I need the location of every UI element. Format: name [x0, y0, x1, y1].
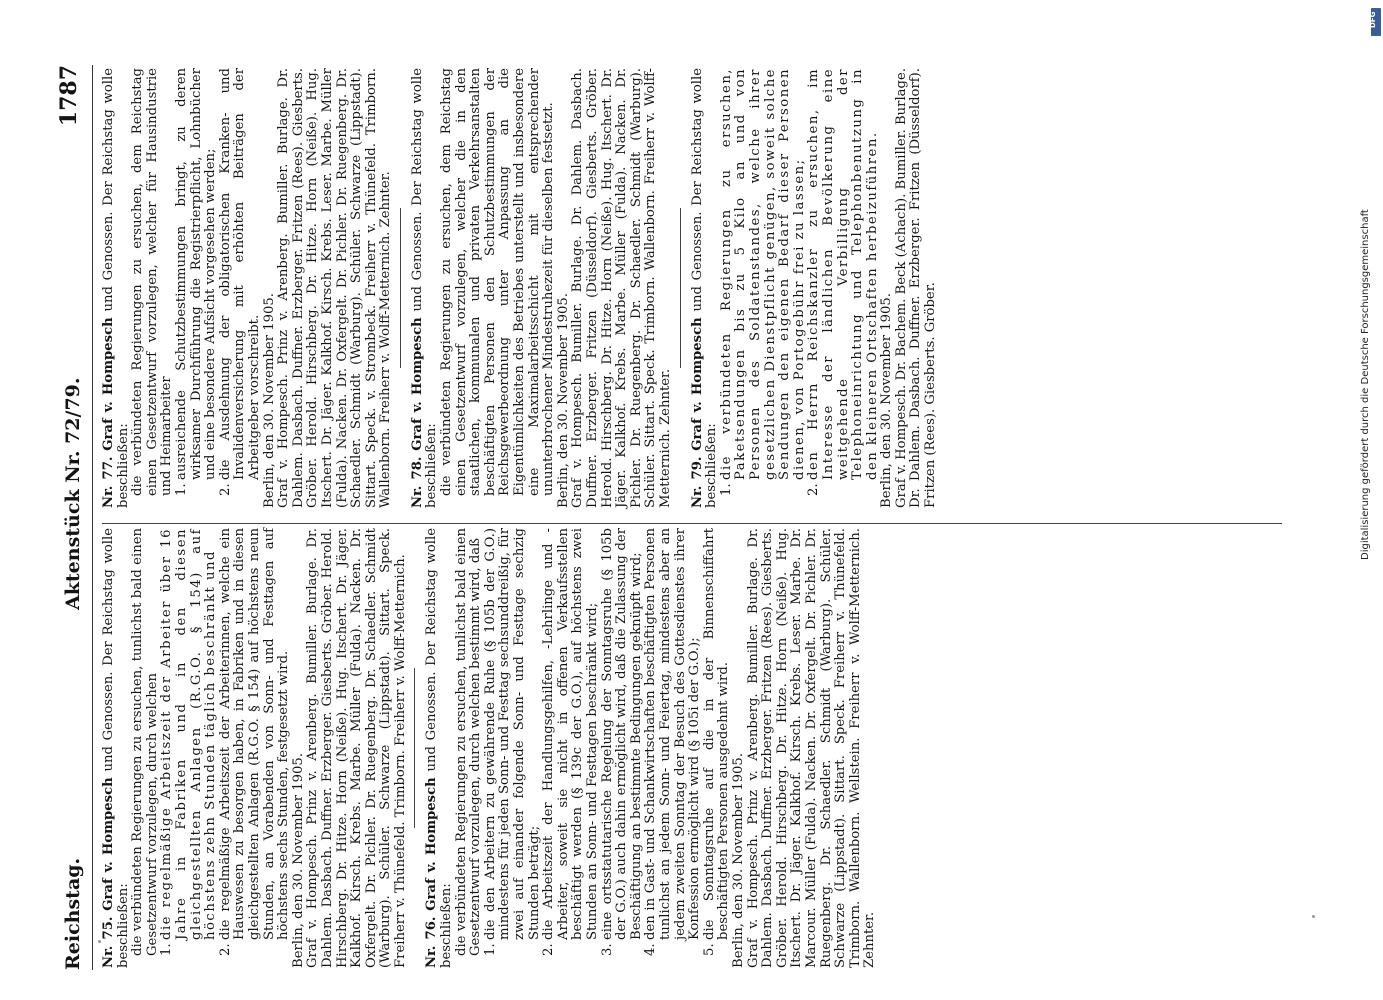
- motion-item: 1. ausreichende Schutzbestimmungen bringt, zu deren wirksamer Durchführung die Registrierpflicht, Lohnbücher und eine besondere Aufsicht vorgesehen werden;: [173, 68, 219, 496]
- dfg-logo: [1371, 8, 1381, 36]
- motion-item: 2. die regelmäßige Arbeitszeit der Arbeiterinnen, welche ein Hauswesen zu besorgen haben, in Fabriken und in diesen gleichgestellten Anlagen (R.G.O. § 154) auf höchstens neun Stunden, an Vorabenden von Sonn- und Festtagen auf höchstens sechs Stunden, festgesetzt wird.: [217, 528, 292, 956]
- scan-speck: [1312, 915, 1315, 918]
- motion-number: Nr. 77.: [101, 456, 116, 508]
- motion-item: 2. die Arbeitszeit der Handlungsgehilfen, -Lehrlinge und -Arbeiter, soweit sie nicht in offenen Verkaufsstellen beschäftigt werden (§ 139c der G.O.), auf höchstens zwei Stunden an Sonn- und Festtagen beschränkt wird;: [541, 528, 600, 956]
- motion-date: Berlin, den 30. November 1905.: [261, 293, 277, 508]
- motion-item: 3. eine ortsstatutarische Regelung der Sonntagsruhe (§ 105b der G.O.) auch dahin ermöglicht wird, daß die Zulassung der Beschäftigung an bestimmte Bedingungen geknüpft wird;: [599, 528, 644, 956]
- motion-date: Berlin, den 30. November 1905.: [730, 753, 746, 968]
- motion-mover: Graf v. Hompesch: [101, 777, 116, 911]
- motion-signers: Graf v. Hompesch. Prinz v. Arenberg. Bumiller. Burlage. Dr. Dahlem. Dasbach. Duffner. Erzberger. Giesberts. Gröber. Herold. Hirschberg. Dr. Hitze. Horn (Neiße). Hug. Itschert. Dr. Jäger. Kalkhof. Kirsch. Krebs. Marbe. Müller (Fulda). Nacken. Dr. Oxfergelt. Dr. Pichler. Dr. Ruegenberg. Dr. Schaedler. Schmidt (Warburg). Schüler. Schwarze (Lippstadt). Sittart. Speck. Freiherr v. Thünefeld. Trimborn. Freiherr v. Wolff-Metternich.: [305, 528, 408, 968]
- header-reichstag: Reichstag.: [62, 857, 84, 970]
- motion-mover: Graf v. Hompesch: [424, 777, 440, 911]
- motion-item: 4. den in Gast- und Schankwirtschaften beschäftigten Personen tunlichst an jedem Sonn- und Feiertag, mindestens aber an jedem zweiten Sonntag der Besuch des Gottesdienstes ihrer Konfession ermöglicht wird (§ 105i der G.O.);: [643, 528, 703, 956]
- motion-signers: Graf v. Hompesch. Dr. Bachem. Beck (Achach). Bumiller. Burlage. Dr. Dahlem. Dasbach. Duffner. Erzberger. Fritzen (Düsseldorf). Fritzen (Rees). Giesberts. Gröber.: [893, 68, 939, 508]
- motion-signers: Graf v. Hompesch. Prinz v. Arenberg. Bumiller. Burlage. Dr. Dahlem. Dasbach. Duffner. Erzberger. Fritzen (Rees). Giesberts. Gröber. Herold. Hirschberg. Dr. Hitze. Horn (Neiße). Hug. Itschert. Dr. Jäger. Kalkhof. Kirsch. Krebs. Leser. Marbe. Dr. Marcour. Müller (Fulda). Nacken. Dr. Oxfergelt. Dr. Pichler. Dr. Ruegenberg. Dr. Schaedler. Schmidt (Warburg). Schüler. Schwarze (Lippstadt). Sittart. Speck. Freiherr v. Thünefeld. Trimborn. Wallenborn. Wellstein. Freiherr v. Wolff-Metternich. Zehnter.: [745, 528, 878, 968]
- motion-mover: Graf v. Hompesch: [409, 317, 425, 451]
- motion-76: [425, 528, 877, 968]
- rotated-page: [40, 40, 1340, 990]
- motion-date: Berlin, den 30. November 1905.: [555, 293, 571, 508]
- motion-intro: und Genossen. Der Reichstag wolle beschließen:: [689, 68, 720, 508]
- motion-79: [691, 68, 939, 508]
- motion-mover: Graf v. Hompesch: [689, 317, 705, 451]
- separator-line: [414, 668, 415, 828]
- motion-item: 1. die den Arbeitern zu gewährende Ruhe (§ 105b der G.O.) mindestens für jeden Sonn- und Festtag sechsunddreißig, für zwei auf einander folgende Sonn- und Festtage sechzig Stunden beträgt;: [482, 528, 542, 956]
- motion-item: 1. die regelmäßige Arbeitszeit der Arbeiter über 16 Jahre in Fabriken und in den diesen gleichgestellten Anlagen (R.G.O. § 154) auf höchstens zehn Stunden täglich beschränkt und: [159, 528, 219, 956]
- motion-number: Nr. 79.: [689, 456, 705, 508]
- page-header: [56, 65, 93, 970]
- motion-lead: die verbündeten Regierungen zu ersuchen, dem Reichstag einen Gesetzentwurf vorzulegen, welcher für Hausindustrie und Heimarbeiter: [130, 68, 175, 496]
- motion-lead: die verbündeten Regierungen zu ersuchen, tunlichst bald einen Gesetzentwurf vorzulegen, durch welchen: [130, 528, 160, 956]
- separator-line: [680, 208, 681, 368]
- motion-signers: Graf v. Hompesch. Prinz v. Arenberg. Bumiller. Burlage. Dr. Dahlem. Dasbach. Duffner. Erzberger. Fritzen (Rees). Giesberts. Gröber. Herold. Hirschberg. Dr. Hitze. Horn (Neiße). Hug. Itschert. Dr. Jäger. Kalkhof. Kirsch. Krebs. Leser. Marbe. Müller (Fulda). Nacken. Dr. Oxfergelt. Dr. Pichler. Dr. Ruegenberg. Dr. Schaedler. Schmidt (Warburg). Schüler. Schwarze (Lippstadt). Sittart. Speck. v. Strombeck. Freiherr v. Thünefeld. Trimborn. Wallenborn. Freiherr v. Wolff-Metternich. Zehnter.: [276, 68, 394, 508]
- page-number: 1787: [56, 65, 82, 127]
- motion-lead: die verbündeten Regierungen zu ersuchen, dem Reichstag einen Gesetzentwurf vorzulegen, welcher die in den staatlichen, kommunalen und privaten Verkehrsanstalten beschäftigten Personen den Schutzbestimmungen der Reichsgewerbeordnung unter Anpassung an die Eigentümlichkeiten des Betriebes unterstellt und insbesondere eine Maximalarbeitsschicht mit entsprechender ununterbrochener Mindestruhezeit für dieselben festsetzt.: [439, 68, 557, 496]
- motion-item: 5. die Sonntagsruhe auf die in der Binnenschiffahrt beschäftigten Personen ausgedehnt wird.: [701, 528, 732, 956]
- motion-77: [102, 68, 401, 508]
- header-aktenstueck: Aktenstück Nr. 72/79.: [62, 377, 84, 610]
- motion-items: [720, 68, 881, 508]
- motion-intro: und Genossen. Der Reichstag wolle beschließen:: [101, 528, 131, 968]
- motion-item: 1. die verbündeten Regierungen zu ersuchen, Paketsendungen bis zu 5 Kilo an und von Personen des Soldatenstandes, welche ihrer gesetzlichen Dienstpflicht genügen, soweit solche Sendungen den eigenen Bedarf dieser Personen dienen, von Portogebühr frei zu lassen;: [718, 68, 807, 496]
- motion-item: 2. den Herrn Reichskanzler zu ersuchen, im Interesse der ländlichen Bevölkerung eine weitgehende Verbilligung der Telephoneinrichtung und Telephonbenutzung in den kleineren Ortschaften herbeizuführen.: [806, 68, 880, 496]
- motion-number: Nr. 78.: [409, 456, 425, 508]
- digitization-credit: Digitalisierung gefördert durch die Deutsche Forschungsgemeinschaft: [1360, 209, 1371, 560]
- motion-items: [175, 68, 263, 508]
- column-divider: [102, 523, 1282, 524]
- motion-intro: und Genossen. Der Reichstag wolle beschließen:: [101, 68, 131, 508]
- motion-lead: die verbündeten Regierungen zu ersuchen, tunlichst bald einen Gesetzentwurf vorzulegen, durch welchen bestimmt wird, daß: [453, 528, 484, 956]
- motion-date: Berlin, den 30. November 1905.: [290, 753, 306, 968]
- motion-78: [411, 68, 681, 508]
- motion-number: Nr. 76.: [424, 916, 440, 968]
- motion-intro: und Genossen. Der Reichstag wolle beschließen:: [409, 68, 440, 508]
- motion-mover: Graf v. Hompesch: [101, 317, 116, 451]
- motion-item: 2. die Ausdehnung der obligatorischen Kranken- und Invalidenversicherung mit erhöhten Beiträgen der Arbeitgeber vorschreibt.: [217, 68, 262, 496]
- motion-items: [160, 528, 291, 968]
- motion-intro: und Genossen. Der Reichstag wolle beschließen:: [424, 528, 455, 968]
- motion-date: Berlin, den 30. November 1905.: [879, 293, 895, 508]
- scan-speck: [98, 940, 101, 943]
- left-column: [102, 528, 888, 968]
- motion-number: Nr. 75.: [101, 916, 116, 968]
- right-column: [102, 68, 949, 508]
- motion-items: [484, 528, 732, 968]
- separator-line: [400, 208, 401, 368]
- dfg-logo-label: DFG: [1369, 11, 1377, 28]
- motion-signers: Graf v. Hompesch. Bumiller. Burlage. Dr. Dahlem. Dasbach. Duffner. Erzberger. Fritzen (Düsseldorf). Giesberts. Gröber. Herold. Hirschberg. Dr. Hitze. Horn (Neiße). Hug. Itschert. Dr. Jäger. Kalkhof. Krebs. Marbe. Müller (Fulda). Nacken. Dr. Pichler. Dr. Ruegenberg. Dr. Schaedler. Schmidt (Warburg). Schüler. Sittart. Speck. Trimborn. Wallenborn. Freiherr v. Wolff-Metternich. Zehnter.: [570, 68, 673, 508]
- motion-75: [102, 528, 415, 968]
